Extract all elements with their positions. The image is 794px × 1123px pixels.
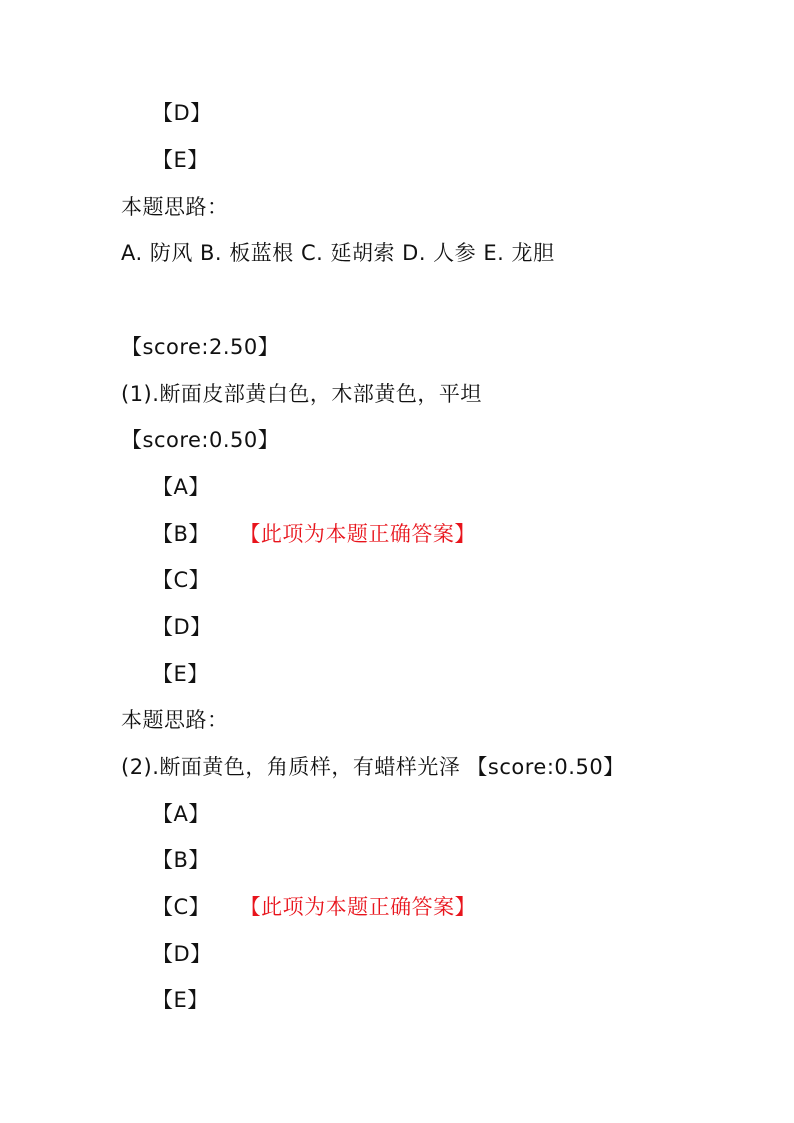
group-score: 【score:2.50】 bbox=[121, 335, 280, 359]
q2-option-c: 【C】 bbox=[152, 895, 211, 919]
question-2-score: 【score:0.50】 bbox=[466, 755, 625, 779]
q2-option-c-row bbox=[152, 892, 476, 922]
option-d: 【D】 bbox=[152, 101, 212, 125]
q2-option-e: 【E】 bbox=[152, 988, 209, 1012]
q1-hint-label: 本题思路： bbox=[121, 708, 229, 732]
question-2-row bbox=[121, 752, 625, 782]
answer-choices-list: A. 防风 B. 板蓝根 C. 延胡索 D. 人参 E. 龙胆 bbox=[121, 241, 555, 265]
question-1-text: (1).断面皮部黄白色，木部黄色，平坦 bbox=[121, 382, 482, 406]
correct-answer-note: 【此项为本题正确答案】 bbox=[250, 895, 477, 919]
hint-label: 本题思路： bbox=[121, 195, 229, 219]
question-1-score: 【score:0.50】 bbox=[121, 428, 280, 452]
q1-option-c: 【C】 bbox=[152, 568, 211, 592]
q2-option-b: 【B】 bbox=[152, 848, 210, 872]
q1-option-d: 【D】 bbox=[152, 615, 212, 639]
q1-option-e: 【E】 bbox=[152, 662, 209, 686]
q2-option-a: 【A】 bbox=[152, 802, 210, 826]
question-2-text: (2).断面黄色，角质样，有蜡样光泽 bbox=[121, 755, 461, 779]
q1-option-b: 【B】 bbox=[152, 522, 210, 546]
q1-option-a: 【A】 bbox=[152, 475, 210, 499]
q1-option-b-row bbox=[152, 519, 476, 549]
q2-option-d: 【D】 bbox=[152, 942, 212, 966]
option-e: 【E】 bbox=[152, 148, 209, 172]
correct-answer-note: 【此项为本题正确答案】 bbox=[249, 522, 476, 546]
